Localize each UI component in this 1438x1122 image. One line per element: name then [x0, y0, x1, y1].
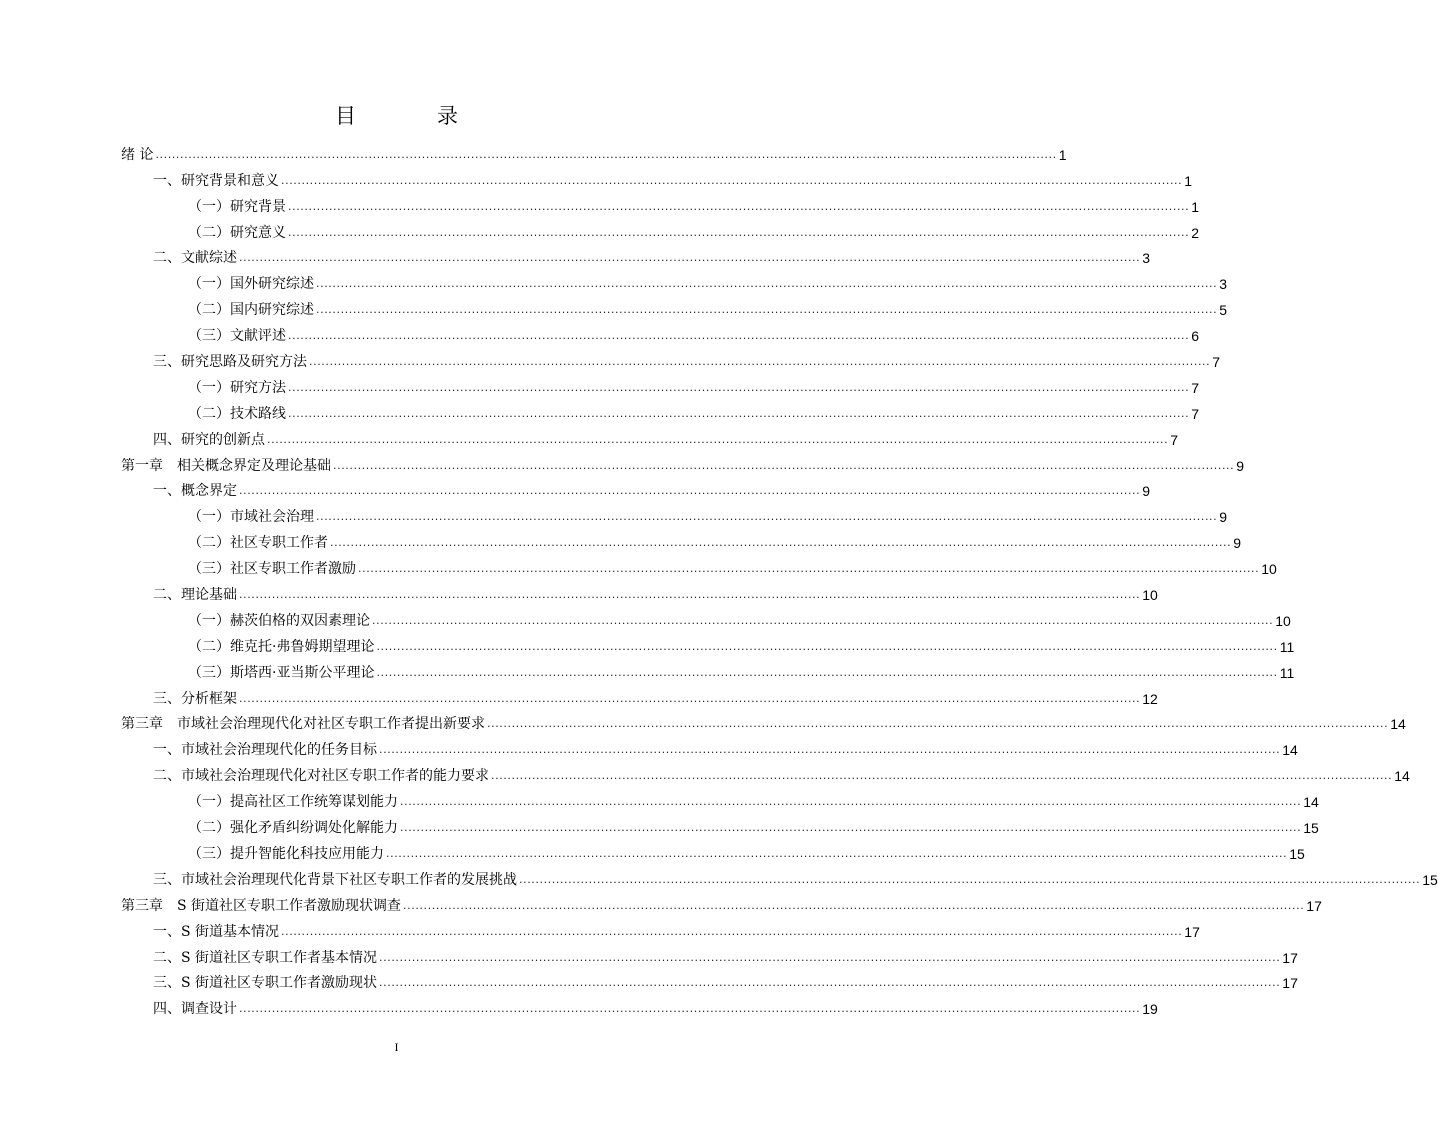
toc-entry-title: 三、市域社会治理现代化背景下社区专职工作者的发展挑战: [153, 871, 517, 888]
toc-entry-title: 三、S 街道社区专职工作者激励现状: [153, 975, 378, 992]
toc-dot-leader: ............................................................................................................................................................................................................................: [155, 147, 1057, 161]
toc-entry-page: 17: [1306, 897, 1322, 914]
toc-entry-title: （二）技术路线: [188, 405, 286, 422]
toc-dot-leader: ............................................................................................................................................................................................................................: [288, 199, 1190, 213]
toc-entry-title: 第一章 相关概念界定及理论基础: [121, 457, 331, 474]
toc-entry-title: 一、S 街道基本情况: [153, 923, 280, 940]
toc-entry-page: 7: [1212, 354, 1221, 371]
toc-entry[interactable]: [121, 578, 1158, 604]
toc-entry-page: 9: [1233, 535, 1242, 552]
toc-entry-page: 11: [1279, 664, 1295, 681]
toc-entry[interactable]: [121, 759, 1410, 785]
toc-dot-leader: ............................................................................................................................................................................................................................: [379, 950, 1281, 964]
toc-dot-leader: ............................................................................................................................................................................................................................: [239, 588, 1141, 602]
toc-entry-page: 17: [1282, 949, 1298, 966]
toc-entry-title: （二）研究意义: [188, 224, 286, 241]
toc-entry-title: （一）提高社区工作统筹谋划能力: [188, 794, 398, 811]
toc-entry-title: 二、理论基础: [153, 587, 237, 604]
toc-dot-leader: ............................................................................................................................................................................................................................: [487, 717, 1389, 731]
toc-entry-page: 5: [1219, 302, 1228, 319]
toc-entry[interactable]: [121, 863, 1438, 889]
toc-dot-leader: ............................................................................................................................................................................................................................: [376, 665, 1278, 679]
toc-dot-leader: ............................................................................................................................................................................................................................: [316, 510, 1218, 524]
toc-entry[interactable]: [121, 630, 1295, 656]
toc-entry-title: （二）社区专职工作者: [188, 535, 328, 552]
table-of-contents: [121, 138, 1438, 1018]
toc-entry-page: 7: [1191, 405, 1200, 422]
toc-entry-page: 1: [1058, 146, 1067, 163]
toc-entry-title: 一、研究背景和意义: [153, 172, 279, 189]
toc-dot-leader: ............................................................................................................................................................................................................................: [309, 355, 1211, 369]
toc-entry[interactable]: [121, 552, 1277, 578]
toc-entry[interactable]: [121, 423, 1179, 449]
toc-dot-leader: ............................................................................................................................................................................................................................: [316, 277, 1218, 291]
toc-entry-title: 一、市域社会治理现代化的任务目标: [153, 742, 377, 759]
toc-entry-title: 三、分析框架: [153, 690, 237, 707]
toc-dot-leader: ............................................................................................................................................................................................................................: [400, 795, 1302, 809]
toc-dot-leader: ............................................................................................................................................................................................................................: [239, 484, 1141, 498]
toc-entry[interactable]: [121, 500, 1228, 526]
toc-entry[interactable]: [121, 837, 1305, 863]
toc-entry[interactable]: [121, 397, 1200, 423]
toc-entry-page: 17: [1184, 923, 1200, 940]
toc-entry-page: 10: [1261, 561, 1277, 578]
toc-entry[interactable]: [121, 216, 1200, 242]
toc-dot-leader: ............................................................................................................................................................................................................................: [239, 251, 1141, 265]
toc-entry-page: 1: [1184, 172, 1193, 189]
toc-entry[interactable]: [121, 345, 1221, 371]
toc-entry-page: 14: [1394, 768, 1410, 785]
toc-entry-page: 1: [1191, 198, 1200, 215]
toc-entry-title: 绪 论: [121, 146, 154, 163]
page-title: 目 录: [335, 104, 488, 128]
toc-entry-title: 四、研究的创新点: [153, 431, 265, 448]
toc-entry-page: 14: [1282, 742, 1298, 759]
toc-dot-leader: ............................................................................................................................................................................................................................: [239, 691, 1141, 705]
toc-dot-leader: ............................................................................................................................................................................................................................: [288, 406, 1190, 420]
toc-entry-page: 14: [1303, 794, 1319, 811]
toc-entry-page: 3: [1219, 276, 1228, 293]
toc-entry-page: 7: [1170, 431, 1179, 448]
toc-entry-page: 12: [1142, 690, 1158, 707]
toc-dot-leader: ............................................................................................................................................................................................................................: [288, 329, 1190, 343]
toc-entry-title: 第三章 S 街道社区专职工作者激励现状调查: [121, 897, 402, 914]
toc-entry-page: 6: [1191, 328, 1200, 345]
toc-entry-page: 2: [1191, 224, 1200, 241]
toc-entry[interactable]: [121, 267, 1228, 293]
toc-entry-page: 17: [1282, 975, 1298, 992]
toc-entry-title: 二、S 街道社区专职工作者基本情况: [153, 949, 378, 966]
toc-entry[interactable]: [121, 941, 1298, 967]
toc-entry[interactable]: [121, 475, 1151, 501]
toc-entry[interactable]: [121, 733, 1298, 759]
toc-entry[interactable]: [121, 992, 1158, 1018]
toc-entry[interactable]: [121, 785, 1319, 811]
toc-entry[interactable]: [121, 656, 1295, 682]
toc-dot-leader: ............................................................................................................................................................................................................................: [288, 380, 1190, 394]
toc-entry-title: 第三章 市域社会治理现代化对社区专职工作者提出新要求: [121, 716, 485, 733]
toc-dot-leader: ............................................................................................................................................................................................................................: [519, 872, 1421, 886]
toc-dot-leader: ............................................................................................................................................................................................................................: [376, 639, 1278, 653]
toc-entry-title: （二）维克托·弗鲁姆期望理论: [188, 638, 375, 655]
toc-entry-page: 3: [1142, 250, 1151, 267]
toc-entry[interactable]: [121, 889, 1322, 915]
toc-entry-page: 9: [1236, 457, 1245, 474]
toc-entry-page: 15: [1289, 845, 1305, 862]
toc-dot-leader: ............................................................................................................................................................................................................................: [403, 898, 1305, 912]
toc-dot-leader: ............................................................................................................................................................................................................................: [379, 976, 1281, 990]
toc-entry-page: 15: [1422, 871, 1438, 888]
toc-dot-leader: ............................................................................................................................................................................................................................: [333, 458, 1235, 472]
toc-entry-title: 一、概念界定: [153, 483, 237, 500]
toc-entry-title: 二、文献综述: [153, 250, 237, 267]
toc-entry-page: 11: [1279, 638, 1295, 655]
toc-entry-page: 9: [1142, 483, 1151, 500]
toc-entry[interactable]: [121, 138, 1067, 164]
toc-entry[interactable]: [121, 190, 1200, 216]
toc-entry-page: 19: [1142, 1001, 1158, 1018]
toc-dot-leader: ............................................................................................................................................................................................................................: [491, 769, 1393, 783]
toc-dot-leader: ............................................................................................................................................................................................................................: [358, 562, 1260, 576]
toc-entry[interactable]: [121, 371, 1200, 397]
toc-entry-title: 四、调查设计: [153, 1001, 237, 1018]
toc-entry[interactable]: [121, 319, 1200, 345]
toc-entry-title: （一）国外研究综述: [188, 276, 314, 293]
toc-dot-leader: ............................................................................................................................................................................................................................: [239, 1002, 1141, 1016]
toc-entry-title: （三）斯塔西·亚当斯公平理论: [188, 664, 375, 681]
toc-entry-title: （一）研究背景: [188, 198, 286, 215]
toc-entry[interactable]: [121, 967, 1298, 993]
toc-entry-page: 15: [1303, 820, 1319, 837]
toc-dot-leader: ............................................................................................................................................................................................................................: [316, 303, 1218, 317]
toc-entry[interactable]: [121, 449, 1245, 475]
toc-entry[interactable]: [121, 242, 1151, 268]
toc-dot-leader: ............................................................................................................................................................................................................................: [379, 743, 1281, 757]
toc-entry-title: （一）市域社会治理: [188, 509, 314, 526]
toc-entry-title: （二）国内研究综述: [188, 302, 314, 319]
toc-entry[interactable]: [121, 682, 1158, 708]
toc-entry[interactable]: [121, 708, 1406, 734]
toc-entry[interactable]: [121, 164, 1193, 190]
toc-entry-title: （二）强化矛盾纠纷调处化解能力: [188, 820, 398, 837]
toc-entry-title: （一）研究方法: [188, 379, 286, 396]
toc-dot-leader: ............................................................................................................................................................................................................................: [330, 536, 1232, 550]
toc-entry-title: （三）文献评述: [188, 328, 286, 345]
toc-entry-page: 7: [1191, 379, 1200, 396]
toc-dot-leader: ............................................................................................................................................................................................................................: [288, 225, 1190, 239]
toc-entry-page: 10: [1142, 587, 1158, 604]
toc-entry[interactable]: [121, 293, 1228, 319]
toc-entry[interactable]: [121, 811, 1319, 837]
toc-entry[interactable]: [121, 604, 1291, 630]
toc-entry-page: 14: [1390, 716, 1406, 733]
toc-dot-leader: ............................................................................................................................................................................................................................: [386, 846, 1288, 860]
toc-entry-title: 二、市域社会治理现代化对社区专职工作者的能力要求: [153, 768, 489, 785]
toc-dot-leader: ............................................................................................................................................................................................................................: [281, 924, 1183, 938]
toc-dot-leader: ............................................................................................................................................................................................................................: [267, 432, 1169, 446]
toc-entry-title: （一）赫茨伯格的双因素理论: [188, 612, 370, 629]
toc-dot-leader: ............................................................................................................................................................................................................................: [281, 173, 1183, 187]
toc-entry-title: （三）提升智能化科技应用能力: [188, 845, 384, 862]
toc-entry[interactable]: [121, 526, 1242, 552]
footer-page-number: I: [394, 1040, 399, 1054]
toc-entry[interactable]: [121, 915, 1200, 941]
toc-dot-leader: ............................................................................................................................................................................................................................: [372, 613, 1274, 627]
toc-entry-title: （三）社区专职工作者激励: [188, 561, 356, 578]
toc-entry-title: 三、研究思路及研究方法: [153, 354, 307, 371]
toc-entry-page: 10: [1275, 612, 1291, 629]
toc-entry-page: 9: [1219, 509, 1228, 526]
toc-dot-leader: ............................................................................................................................................................................................................................: [400, 821, 1302, 835]
